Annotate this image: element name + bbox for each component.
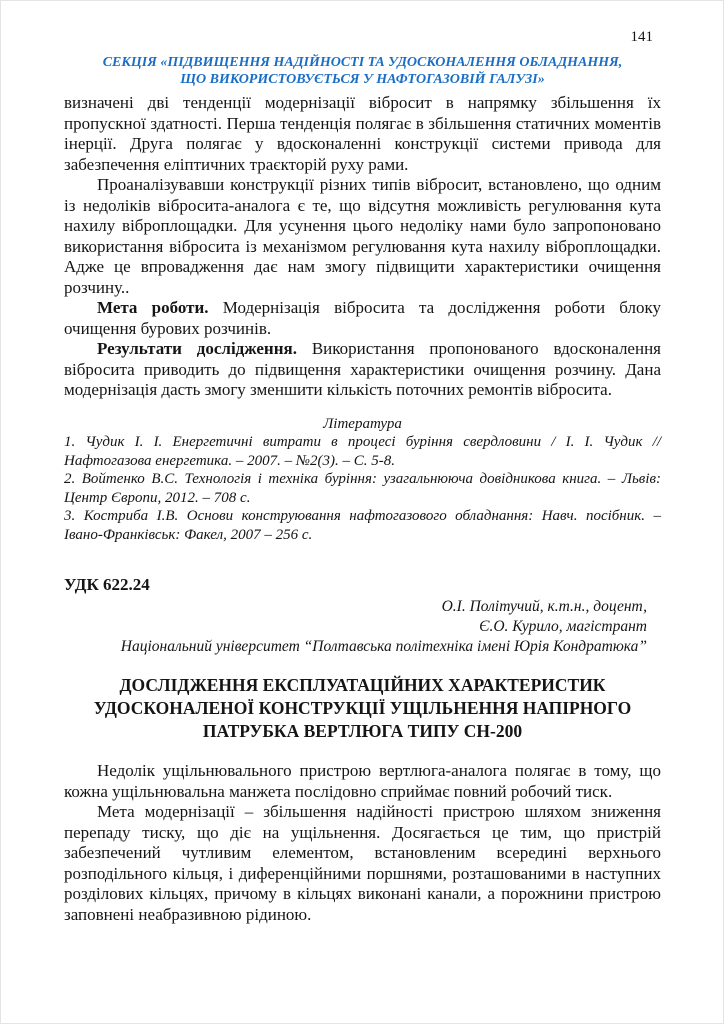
paragraph — [64, 175, 661, 298]
article2-body — [64, 761, 661, 925]
paragraph — [64, 93, 661, 175]
paragraph — [64, 802, 661, 925]
literature-heading: Література — [323, 415, 402, 432]
paragraph-text: Проаналізувавши конструкції різних типів вібросит, встановлено, що одним із недоліків вібросита-аналога є те, що відсутня можливість регулювання кута нахилу віброплощадки. Для усунення цього недоліку нами було запропоновано використання вібросита із механізмом регулювання кута нахилу віброплощадки. Адже це впровадження дає нам змогу підвищити характеристики очищення розчину.. — [64, 175, 661, 297]
paragraph-lead: Результати дослідження. — [97, 339, 297, 358]
literature-section — [64, 415, 661, 545]
affiliation: Національний університет “Полтавська політехніка імені Юрія Кондратюка” — [120, 638, 647, 655]
section-header-line-2: ЩО ВИКОРИСТОВУЄТЬСЯ У НАФТОГАЗОВІЙ ГАЛУЗІ» — [180, 71, 545, 87]
article-title-line-1: ДОСЛІДЖЕННЯ ЕКСПЛУАТАЦІЙНИХ ХАРАКТЕРИСТИК — [119, 675, 606, 695]
paragraph — [64, 298, 661, 339]
section-header — [64, 55, 661, 88]
article-title-line-2: УДОСКОНАЛЕНОЇ КОНСТРУКЦІЇ УЩІЛЬНЕННЯ НАПІРНОГО — [93, 698, 632, 718]
paragraph-lead: Мета роботи. — [97, 298, 209, 317]
paragraph-text: Модернізація вібросита та дослідження роботи блоку очищення бурових розчинів. — [64, 298, 662, 338]
authors-block — [64, 597, 661, 657]
reference-item: 3. Костриба І.В. Основи конструювання нафтогазового обладнання: Навч. посібник. – Івано-Франківськ: Факел, 2007 – 256 с. — [64, 508, 661, 543]
paragraph-text: Мета модернізації – збільшення надійності пристрою шляхом зниження перепаду тиску, що діє на ущільнення. Досягається це тим, що пристрій забезпечений чутливим елементом, встановленим всередині верхнього розподільного кільця, і диференційними поршнями, розташованими в наступних розділових кільцях, причому в кільцях виконані канали, а порожнини пристрою заповнені неабразивною рідиною. — [64, 802, 661, 924]
reference-item: 2. Войтенко В.С. Технологія і техніка буріння: узагальнююча довідникова книга. – Львів: Центр Європи, 2012. – 708 с. — [64, 471, 661, 506]
udc-code: УДК 622.24 — [64, 575, 150, 594]
paragraph-text: Використання пропонованого вдосконалення вібросита приводить до підвищення характеристики очищення розчину. Дана модернізація дасть змогу зменшити кількість поточних ремонтів вібросита. — [64, 339, 661, 399]
paragraph-text: Недолік ущільнювального пристрою вертлюга-аналога полягає в тому, що кожна ущільнювальна манжета послідовно сприймає повний робочий тиск. — [64, 761, 661, 801]
page-number: 141 — [630, 29, 653, 45]
article-title — [64, 674, 661, 743]
author-line: О.І. Політучий, к.т.н., доцент, — [441, 598, 647, 615]
article1-body — [64, 93, 661, 401]
author-line: Є.О. Курило, магістрант — [479, 618, 647, 635]
section-header-line-1: СЕКЦІЯ «ПІДВИЩЕННЯ НАДІЙНОСТІ ТА УДОСКОНАЛЕННЯ ОБЛАДНАННЯ, — [102, 55, 623, 70]
paragraph — [64, 339, 661, 401]
reference-item: 1. Чудик І. І. Енергетичні витрати в процесі буріння свердловини / І. І. Чудик // Нафтогазова енергетика. – 2007. – №2(3). – С. 5-8. — [64, 434, 661, 469]
paragraph — [64, 761, 661, 802]
article-title-line-3: ПАТРУБКА ВЕРТЛЮГА ТИПУ СН-200 — [202, 721, 523, 741]
paragraph-text: визначені дві тенденції модернізації вібросит в напрямку збільшення їх пропускної здатності. Перша тенденція полягає в збільшення статичних моментів інерції. Друга полягає у вдосконаленні конструкції системи привода для забезпечення еліптичних траєкторій руху рами. — [64, 93, 661, 174]
